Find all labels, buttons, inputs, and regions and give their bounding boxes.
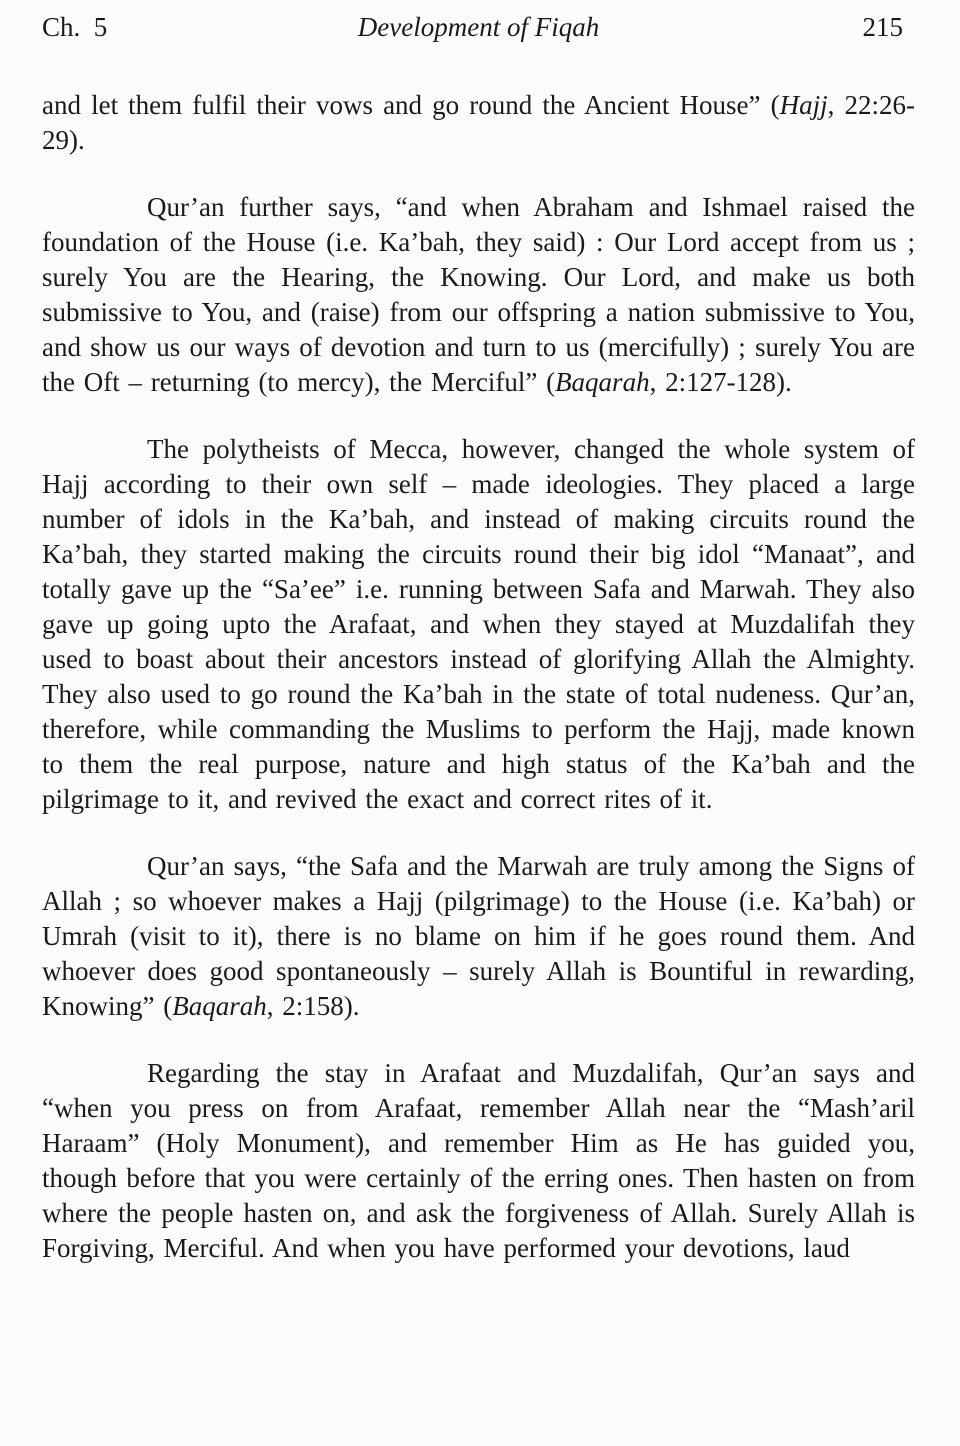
paragraph-text: The polytheists of Mecca, however, changed the whole system of Hajj according to their own self – made ideologies. They placed a large number of idols in the Ka’bah, and instead of making circuits round the Ka’bah, they started making the circuits round their big idol “Manaat”, and totally gave up the “Sa’ee” i.e. running between Safa and Marwah. They also gave up going upto the Arafaat, and when they stayed at Muzdalifah they used to boast about their ancestors instead of glorifying Allah the Almighty. They also used to go round the Ka’bah in the state of total nudeness. Qur’an, therefore, while commanding the Muslims to perform the Hajj, made known to them the real purpose, nature and high status of the Ka’bah and the pilgrimage to it, and revived the exact and correct rites of it. xyxy=(42,434,915,814)
paragraph xyxy=(42,432,915,817)
citation-italic: Baqarah xyxy=(172,991,267,1021)
page-number: 215 xyxy=(862,12,903,42)
paragraph xyxy=(42,1056,915,1266)
citation-italic: Hajj xyxy=(779,90,828,120)
paragraph-text: Qur’an further says, “and when Abraham and Ishmael raised the foundation of the House (i.e. Ka’bah, they said) : Our Lord accept from us ; surely You are the Hearing, the Knowing. Our Lord, and make us both submissive to You, and (raise) from our offspring a nation submissive to You, and show us our ways of devotion and turn to us (mercifully) ; surely You are the Oft – returning (to mercy), the Merciful” ( xyxy=(42,192,915,397)
paragraph-text: , 2:127-128). xyxy=(649,367,792,397)
paragraph-text: , 2:158). xyxy=(266,991,360,1021)
page-header xyxy=(42,10,915,44)
paragraph xyxy=(42,88,915,158)
paragraph xyxy=(42,849,915,1024)
paragraph-text: Regarding the stay in Arafaat and Muzdalifah, Qur’an says and “when you press on from Arafaat, remember Allah near the “Mash’aril Haraam” (Holy Monument), and remember Him as He has guided you, though before that you were certainly of the erring ones. Then hasten on from where the people hasten on, and ask the forgiveness of Allah. Surely Allah is Forgiving, Merciful. And when you have performed your devotions, laud xyxy=(42,1058,915,1263)
paragraph-text: and let them fulfil their vows and go round the Ancient House” ( xyxy=(42,90,780,120)
chapter-label: Ch. 5 xyxy=(42,12,108,42)
paragraph xyxy=(42,190,915,400)
citation-italic: Baqarah xyxy=(555,367,650,397)
running-title: Development of Fiqah xyxy=(357,12,600,42)
page-body xyxy=(42,88,915,1266)
paragraph-text: Qur’an says, “the Safa and the Marwah are truly among the Signs of Allah ; so whoever makes a Hajj (pilgrimage) to the House (i.e. Ka’bah) or Umrah (visit to it), there is no blame on him if he goes round them. And whoever does good spontaneously – surely Allah is Bountiful in rewarding, Knowing” ( xyxy=(42,851,915,1021)
paragraph-text: , 22:26-29). xyxy=(42,90,915,155)
